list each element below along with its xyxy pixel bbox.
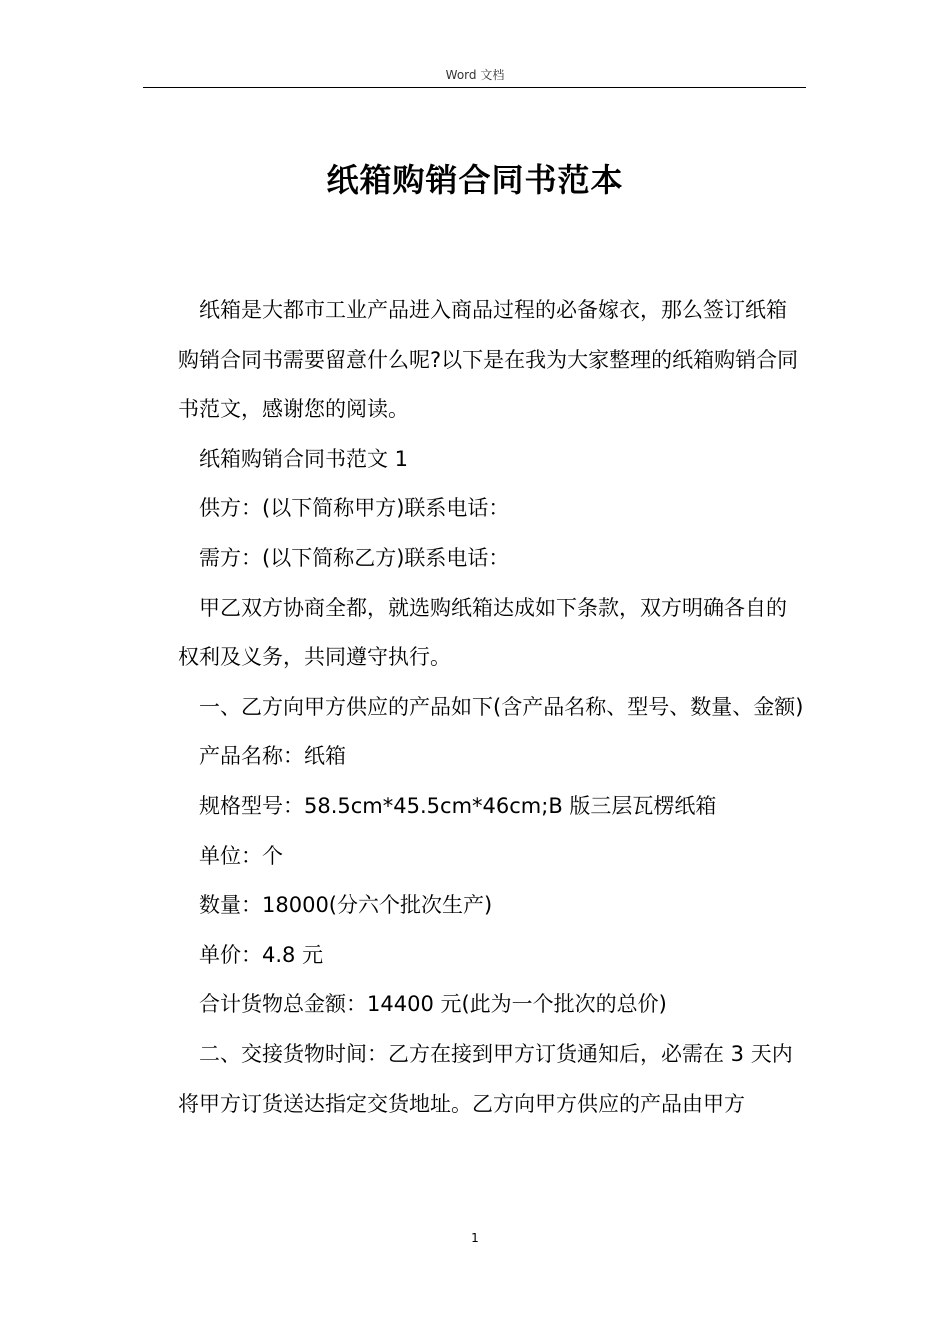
paragraph-quantity: 数量：18000(分六个批次生产) (199, 893, 493, 918)
paragraph-buyer: 需方：(以下简称乙方)联系电话： (199, 545, 510, 570)
paragraph-product-name: 产品名称：纸箱 (199, 744, 346, 769)
header-divider (143, 87, 806, 88)
paragraph-unit-price: 单价：4.8 元 (199, 942, 324, 967)
paragraph-clause-1: 一、乙方向甲方供应的产品如下(含产品名称、型号、数量、金额) (199, 694, 804, 719)
paragraph-total: 合计货物总金额：14400 元(此为一个批次的总价) (199, 992, 667, 1017)
paragraph-intro: 纸箱是大都市工业产品进入商品过程的必备嫁衣，那么签订纸箱购销合同书需要留意什么呢?以下是在我为大家整理的纸箱购销合同书范文，感谢您的阅读。 (178, 298, 799, 422)
paragraph-sample-heading: 纸箱购销合同书范文 1 (199, 446, 409, 471)
page-number: 1 (471, 1231, 479, 1245)
paragraph-clause-2: 二、交接货物时间：乙方在接到甲方订货通知后，必需在 3 天内将甲方订货送达指定交货地址。乙方向甲方供应的产品由甲方 (178, 1041, 793, 1116)
paragraph-unit: 单位：个 (199, 843, 283, 868)
paragraph-supplier: 供方：(以下简称甲方)联系电话： (199, 496, 510, 521)
page-header-label: Word 文档 (445, 68, 505, 82)
document-title: 纸箱购销合同书范本 (326, 161, 624, 199)
document-body (178, 286, 806, 1129)
paragraph-spec: 规格型号：58.5cm*45.5cm*46cm;B 版三层瓦楞纸箱 (199, 793, 717, 818)
paragraph-agreement: 甲乙双方协商全都，就选购纸箱达成如下条款，双方明确各自的权利及义务，共同遵守执行。 (178, 595, 787, 670)
